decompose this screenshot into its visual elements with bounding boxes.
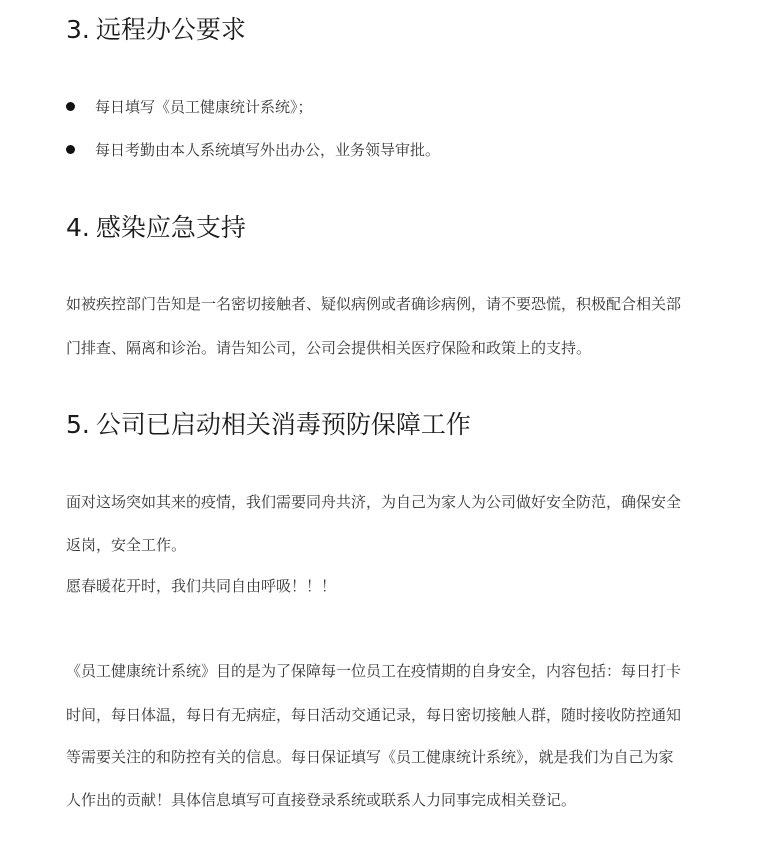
paragraph-line: 等需要关注的和防控有关的信息。每日保证填写《员工健康统计系统》，就是我们为自己为家 <box>66 748 674 766</box>
paragraph-line: 愿春暖花开时，我们共同自由呼吸！！！ <box>66 577 337 595</box>
bullet-dot-icon <box>66 102 75 111</box>
paragraph-line: 人作出的贡献！具体信息填写可直接登录系统或联系人力同事完成相关登记。 <box>66 791 577 809</box>
section-number: 5. <box>66 410 90 439</box>
paragraph-line: 如被疾控部门告知是一名密切接触者、疑似病例或者确诊病例，请不要恐慌，积极配合相关部 <box>66 295 682 313</box>
section-title: 公司已启动相关消毒预防保障工作 <box>95 410 471 439</box>
paragraph-line: 时间，每日体温，每日有无病症，每日活动交通记录，每日密切接触人群，随时接收防控通知 <box>66 706 682 724</box>
section-3-heading <box>66 14 246 46</box>
bullet-item <box>66 96 313 118</box>
bullet-item <box>66 139 440 161</box>
section-title: 远程办公要求 <box>95 15 246 44</box>
bullet-text: 每日考勤由本人系统填写外出办公，业务领导审批。 <box>95 141 441 159</box>
bullet-text: 每日填写《员工健康统计系统》； <box>95 98 313 116</box>
section-title: 感染应急支持 <box>95 213 246 242</box>
section-4-heading <box>66 212 246 244</box>
paragraph-line: 返岗，安全工作。 <box>66 536 187 554</box>
paragraph-line: 《员工健康统计系统》目的是为了保障每一位员工在疫情期的自身安全，内容包括：每日打卡 <box>66 662 682 680</box>
section-5-heading <box>66 409 471 441</box>
section-number: 3. <box>66 15 90 44</box>
bullet-dot-icon <box>66 145 75 154</box>
paragraph-line: 门排查、隔离和诊治。请告知公司，公司会提供相关医疗保险和政策上的支持。 <box>66 339 592 357</box>
paragraph-line: 面对这场突如其来的疫情，我们需要同舟共济，为自己为家人为公司做好安全防范，确保安全 <box>66 493 682 511</box>
section-number: 4. <box>66 213 90 242</box>
